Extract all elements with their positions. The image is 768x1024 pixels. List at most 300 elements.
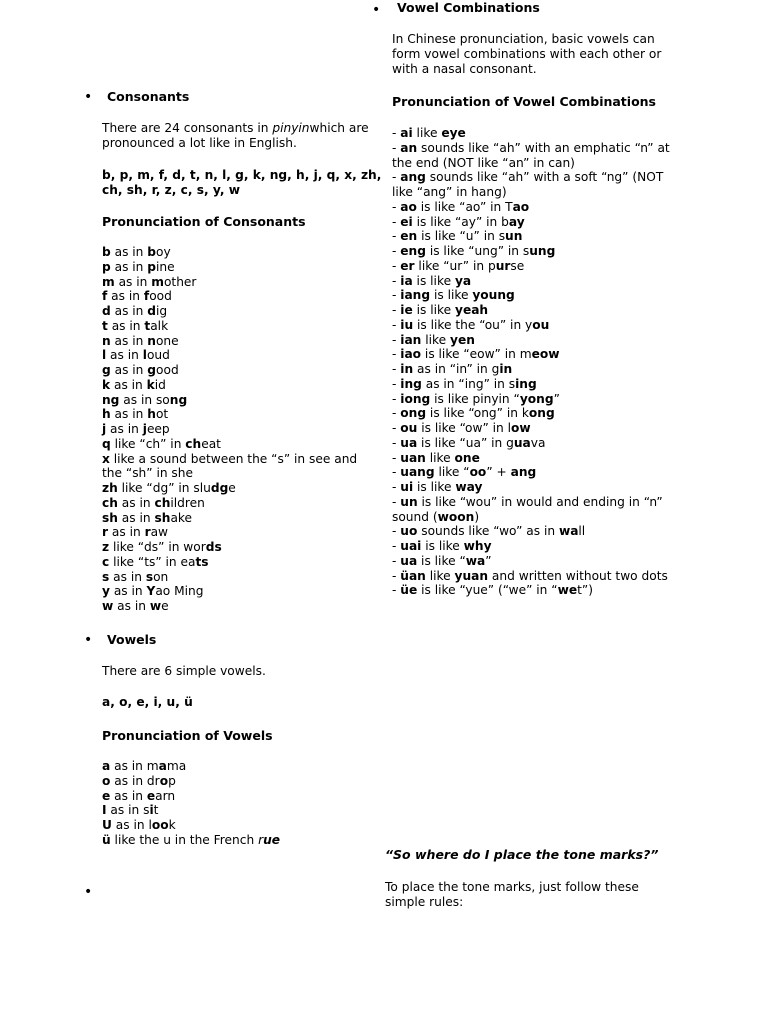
list-item [102, 481, 380, 496]
list-item-segment: eye [441, 126, 466, 140]
list-item-segment: is like the “ou” in y [413, 317, 533, 332]
list-item-segment: m [102, 274, 115, 289]
list-item-segment: ” [485, 553, 492, 568]
list-item-segment: other [163, 274, 197, 289]
list-item [392, 377, 682, 392]
list-item-segment: b [147, 245, 157, 259]
list-item [102, 245, 380, 260]
list-item-segment: - [392, 391, 401, 406]
list-item-segment: and written without two dots [488, 568, 668, 583]
list-item-segment: uan [400, 450, 426, 465]
list-item-segment: as in [110, 407, 148, 422]
list-item-segment: dg [210, 481, 229, 495]
list-item-segment: as in s [106, 803, 150, 818]
list-item [392, 554, 682, 569]
list-item [102, 818, 380, 833]
list-item-segment: ue [263, 832, 281, 847]
list-item-segment: b [102, 245, 111, 259]
list-item [102, 452, 380, 482]
list-item-segment: - [392, 170, 401, 185]
list-item [392, 451, 682, 466]
bullet-empty: • [84, 884, 93, 900]
list-item [102, 789, 380, 804]
list-item-segment: r [258, 832, 264, 847]
list-item-segment: iao [400, 347, 422, 362]
list-item-segment: as in [107, 289, 144, 304]
list-item [392, 303, 682, 318]
list-item-segment: ao [400, 199, 417, 214]
list-item-segment: üan [400, 568, 426, 583]
list-item-segment: ing [400, 376, 422, 391]
list-item-segment: Y [146, 584, 156, 599]
vowel-combinations-heading: Vowel Combinations [397, 0, 540, 15]
list-item-segment: yong [519, 391, 554, 406]
list-item [102, 584, 380, 599]
vowel-combinations-intro: In Chinese pronunciation, basic vowels can form vowel combinations with each other or with a nasal consonant. [392, 32, 662, 76]
list-item-segment: as in [107, 318, 145, 333]
list-item-segment: q [102, 436, 111, 451]
list-item-segment: va [530, 435, 546, 450]
list-item-segment: is like [413, 480, 456, 494]
list-item-segment: ds [205, 540, 222, 554]
list-item-segment: is like “ow” in l [417, 421, 512, 435]
list-item-segment: iu [400, 317, 414, 332]
list-item-segment: ua [400, 435, 418, 450]
list-item-segment: t [153, 803, 159, 818]
list-item-segment: f [102, 289, 108, 304]
list-item-segment: like “ [434, 465, 470, 480]
list-item-segment: ) [474, 509, 480, 524]
list-item-segment: ang [510, 465, 537, 480]
list-item-segment: like “ur” in p [414, 258, 496, 273]
list-item-segment: ma [166, 759, 187, 773]
list-item-segment: o [159, 773, 169, 788]
list-item-segment: aw [150, 525, 169, 540]
list-item-segment: t [102, 318, 108, 333]
list-item [392, 569, 682, 584]
bullet-vowels: • [84, 632, 93, 648]
list-item-segment: - [392, 273, 401, 288]
list-item-segment: like “dg” in slu [117, 481, 211, 495]
list-item-segment: is like “ay” in b [412, 214, 509, 229]
list-item-segment: ine [156, 259, 175, 274]
list-item-segment: - [392, 140, 401, 155]
list-item-segment: yeah [455, 303, 489, 317]
list-item-segment: p [168, 773, 176, 788]
list-item-segment: ur [495, 258, 511, 273]
list-item-segment: woon [437, 509, 475, 524]
list-item-segment: - [392, 494, 401, 509]
list-item [102, 803, 380, 818]
list-item-segment: is like “ao” in T [416, 199, 513, 214]
list-item-segment: as in [113, 599, 150, 613]
list-item-segment: eep [146, 422, 170, 436]
list-item-segment: k [146, 377, 155, 392]
list-item-segment: like “ts” in ea [109, 554, 196, 569]
list-item-segment: as in [110, 363, 148, 377]
vowel-combinations-list [392, 126, 682, 598]
list-item-segment: ch [154, 495, 171, 510]
list-item-segment: ay [508, 214, 525, 229]
list-item-segment: iang [400, 288, 431, 303]
list-item-segment: as in [109, 584, 147, 599]
list-item-segment: as in [110, 259, 148, 274]
list-item-segment: sh [102, 510, 118, 525]
list-item-segment: f [143, 289, 150, 304]
list-item-segment: ake [170, 510, 193, 525]
list-item-segment: as in [110, 304, 148, 318]
list-item-segment: ow [511, 421, 531, 435]
list-item [392, 583, 682, 598]
list-item [102, 422, 380, 437]
list-item [392, 480, 682, 495]
list-item [392, 392, 682, 407]
list-item-segment: like “ds” in wor [109, 540, 206, 554]
list-item-segment: ing [515, 376, 537, 391]
list-item-segment: üe [400, 583, 418, 598]
list-item-segment: zh [102, 481, 118, 495]
consonants-list: b, p, m, f, d, t, n, l, g, k, ng, h, j, q, x, zh, ch, sh, r, z, c, s, y, w [102, 168, 382, 197]
list-item-segment: - [392, 347, 401, 362]
list-item-segment: ua [400, 553, 418, 568]
list-item-segment: x [102, 451, 110, 466]
list-item-segment: h [147, 407, 156, 422]
list-item-segment: - [392, 568, 401, 583]
consonants-intro-a: There are 24 consonants in [102, 121, 273, 135]
list-item-segment: as in [110, 333, 148, 348]
list-item [102, 304, 380, 319]
list-item [102, 319, 380, 334]
vowels-heading: Vowels [107, 632, 157, 647]
list-item-segment: ao Ming [155, 584, 204, 599]
list-item-segment: c [102, 554, 110, 569]
list-item-segment: is like “ua” in g [417, 435, 514, 450]
list-item-segment: ai [400, 126, 413, 140]
list-item-segment: - [392, 406, 401, 421]
list-item-segment: n [147, 333, 156, 348]
list-item-segment: - [392, 583, 401, 598]
list-item [102, 540, 380, 555]
list-item-segment: l [102, 348, 107, 363]
bullet-consonants: • [84, 89, 93, 105]
list-item-segment: oy [156, 245, 171, 259]
list-item-segment: I [102, 803, 107, 818]
list-item-segment: e [102, 788, 111, 803]
list-item-segment: s [102, 569, 110, 584]
list-item-segment: - [392, 244, 401, 258]
list-item-segment: - [392, 303, 401, 317]
list-item-segment: - [392, 435, 401, 450]
list-item-segment: oo [151, 818, 169, 832]
list-item-segment: i [149, 803, 154, 818]
list-item [102, 437, 380, 452]
list-item-segment: like “ch” in [110, 436, 186, 451]
list-item-segment: ng [169, 392, 188, 407]
list-item [392, 495, 682, 525]
list-item-segment: ot [155, 407, 169, 422]
list-item-segment: as in [110, 377, 147, 392]
list-item-segment: r [144, 525, 151, 540]
list-item-segment: why [463, 539, 492, 553]
consonants-heading: Consonants [107, 89, 190, 104]
consonant-pronunciation-list [102, 245, 380, 614]
list-item [392, 126, 682, 141]
list-item-segment: one [454, 450, 480, 465]
list-item-segment: - [392, 362, 401, 376]
list-item-segment: as in “in” in g [413, 362, 500, 376]
list-item-segment: way [455, 480, 483, 494]
list-item-segment: oo [469, 465, 487, 480]
list-item-segment: t [144, 318, 151, 333]
list-item [392, 170, 682, 200]
list-item-segment: is like [412, 303, 455, 317]
list-item [102, 599, 380, 614]
list-item-segment: in [400, 362, 414, 376]
list-item-segment: yen [450, 332, 475, 347]
list-item-segment: is like “ung” in s [425, 244, 530, 258]
consonants-intro [102, 121, 382, 151]
list-item [392, 362, 682, 377]
list-item-segment: ts [195, 554, 209, 569]
list-item-segment: uai [400, 539, 422, 553]
list-item-segment: alk [150, 318, 169, 333]
list-item-segment: yuan [454, 568, 489, 583]
list-item-segment: as in so [119, 392, 170, 407]
list-item-segment: an [400, 140, 418, 155]
list-item-segment: like a sound between the “s” in see and the “sh” in she [102, 451, 358, 481]
list-item [392, 141, 682, 171]
vowels-intro: There are 6 simple vowels. [102, 664, 266, 678]
list-item-segment: ig [156, 304, 168, 318]
list-item-segment: is like “ong” in k [426, 406, 529, 421]
list-item-segment: ei [400, 214, 413, 229]
list-item-segment: one [155, 333, 179, 348]
bullet-vowel-combinations: • [372, 2, 381, 18]
list-item-segment: er [400, 258, 415, 273]
list-item-segment: h [102, 407, 111, 422]
list-item-segment: is like pinyin “ [430, 391, 520, 406]
list-item-segment: is like “ [417, 553, 466, 568]
list-item [102, 570, 380, 585]
list-item-segment: - [392, 126, 401, 140]
list-item-segment: d [147, 304, 157, 318]
list-item-segment: is like “eow” in m [421, 347, 532, 362]
list-item-segment: wa [558, 524, 579, 539]
list-item-segment: oud [146, 348, 170, 363]
list-item-segment: like [421, 332, 451, 347]
list-item-segment: is like “yue” (“we” in “ [417, 583, 558, 598]
list-item-segment: like the u in the French [110, 832, 259, 847]
list-item-segment: ” [553, 391, 560, 406]
list-item-segment: l [142, 348, 147, 363]
list-item-segment: ildren [170, 495, 205, 510]
list-item-segment: k [102, 377, 111, 392]
list-item-segment: - [392, 524, 401, 539]
tone-marks-question: “So where do I place the tone marks?” [385, 847, 659, 862]
list-item-segment: is like “u” in s [417, 229, 506, 244]
list-item-segment: ü [102, 832, 111, 847]
list-item [392, 539, 682, 554]
list-item-segment: p [102, 259, 111, 274]
list-item [102, 275, 380, 290]
list-item-segment: s [145, 569, 154, 584]
list-item-segment: n [102, 333, 111, 348]
list-item-segment: j [142, 422, 147, 436]
list-item [102, 363, 380, 378]
list-item [102, 348, 380, 363]
list-item-segment: w [102, 599, 114, 613]
list-item-segment: as in [106, 422, 143, 436]
list-item-segment: w [149, 599, 162, 613]
list-item-segment: k [168, 818, 176, 832]
list-item [392, 347, 682, 362]
list-item-segment: r [102, 525, 109, 540]
list-item-segment: like [412, 126, 442, 140]
list-item-segment: e [146, 788, 156, 803]
vowels-subheading: Pronunciation of Vowels [102, 728, 273, 743]
list-item-segment: ang [400, 170, 426, 185]
vowel-combinations-subheading: Pronunciation of Vowel Combinations [392, 94, 656, 109]
list-item [102, 759, 380, 774]
list-item [102, 334, 380, 349]
vowels-list: a, o, e, i, u, ü [102, 695, 193, 709]
list-item-segment: d [102, 304, 111, 318]
list-item [102, 260, 380, 275]
list-item-segment: y [102, 584, 110, 599]
list-item-segment: arn [155, 788, 176, 803]
list-item-segment: ch [185, 436, 202, 451]
list-item-segment: as in [110, 245, 148, 259]
list-item [392, 524, 682, 539]
list-item-segment: eng [400, 244, 426, 258]
list-item-segment: - [392, 465, 401, 480]
list-item [392, 318, 682, 333]
list-item-segment: as in [117, 510, 155, 525]
list-item-segment: - [392, 376, 401, 391]
list-item-segment: like [425, 568, 455, 583]
list-item-segment: m [151, 274, 164, 289]
list-item-segment: ian [400, 332, 422, 347]
list-item-segment: z [102, 540, 110, 554]
list-item-segment: sounds like “wo” as in [417, 524, 559, 539]
list-item-segment: o [102, 773, 111, 788]
consonants-intro-b: which are pronounced a lot like in English. [102, 121, 369, 150]
list-item-segment: a [158, 759, 167, 773]
list-item-segment: young [472, 288, 515, 303]
list-item [102, 407, 380, 422]
list-item [392, 436, 682, 451]
list-item [392, 465, 682, 480]
list-item-segment: g [102, 363, 111, 377]
list-item [392, 421, 682, 436]
list-item-segment: ung [529, 244, 556, 258]
list-item-segment: ng [102, 392, 120, 407]
list-item [392, 274, 682, 289]
list-item-segment: iong [400, 391, 431, 406]
list-item [102, 393, 380, 408]
list-item-segment: as in “ing” in s [421, 376, 516, 391]
list-item [102, 555, 380, 570]
list-item-segment: ie [400, 303, 413, 317]
list-item-segment: as in [110, 788, 147, 803]
list-item [392, 229, 682, 244]
list-item-segment: ou [532, 317, 550, 332]
list-item-segment: - [392, 332, 401, 347]
list-item [102, 378, 380, 393]
tone-marks-intro: To place the tone marks, just follow these simple rules: [385, 880, 639, 909]
list-item-segment: un [505, 229, 523, 244]
list-item-segment: se [510, 258, 525, 273]
list-item-segment: as in dr [110, 773, 160, 788]
list-item-segment: is like “wou” in would and ending in “n” sound ( [392, 494, 663, 524]
list-item-segment: as in [117, 495, 155, 510]
list-item [392, 333, 682, 348]
list-item-segment: is like [421, 539, 464, 553]
list-item [392, 215, 682, 230]
list-item-segment: is like [430, 288, 473, 303]
list-item [102, 511, 380, 526]
list-item-segment: wa [465, 553, 486, 568]
list-item-segment: e [228, 481, 236, 495]
list-item-segment: - [392, 214, 401, 229]
list-item-segment: sh [154, 510, 171, 525]
list-item-segment: ch [102, 495, 118, 510]
list-item-segment: ya [454, 273, 472, 288]
list-item-segment: un [400, 494, 418, 509]
list-item-segment: we [557, 583, 578, 598]
list-item-segment: eow [531, 347, 560, 362]
list-item-segment: uo [400, 524, 418, 539]
list-item-segment: en [400, 229, 418, 244]
vowel-pronunciation-list [102, 759, 380, 848]
list-item [102, 833, 380, 848]
list-item-segment: - [392, 539, 401, 553]
list-item-segment: as in l [111, 818, 152, 832]
list-item-segment: as in [109, 569, 146, 584]
consonants-subheading: Pronunciation of Consonants [102, 214, 306, 229]
list-item-segment: is like [412, 273, 455, 288]
list-item-segment: - [392, 199, 401, 214]
list-item-segment: - [392, 450, 401, 465]
list-item-segment: eat [201, 436, 221, 451]
list-item-segment: - [392, 288, 401, 303]
list-item-segment: on [153, 569, 169, 584]
list-item-segment: as in [106, 348, 143, 363]
list-item [392, 200, 682, 215]
list-item-segment: t”) [577, 583, 593, 598]
list-item-segment: ui [400, 480, 414, 494]
list-item-segment: - [392, 553, 401, 568]
list-item-segment: - [392, 229, 401, 244]
list-item-segment: ong [528, 406, 555, 421]
list-item-segment: j [102, 422, 107, 436]
list-item-segment: as in [108, 525, 145, 540]
list-item-segment: uang [400, 465, 435, 480]
list-item-segment: as in m [110, 759, 159, 773]
list-item-segment: - [392, 480, 401, 494]
list-item-segment: like [425, 450, 455, 465]
consonants-intro-italic: pinyin [272, 121, 310, 135]
list-item-segment: ua [513, 435, 531, 450]
list-item-segment: g [147, 363, 157, 377]
list-item-segment: ao [512, 199, 530, 214]
list-item-segment: ou [400, 421, 418, 435]
list-item-segment: in [499, 362, 513, 376]
list-item [392, 288, 682, 303]
list-item-segment: as in [114, 274, 152, 289]
list-item-segment: e [161, 599, 169, 613]
list-item-segment: - [392, 421, 401, 435]
